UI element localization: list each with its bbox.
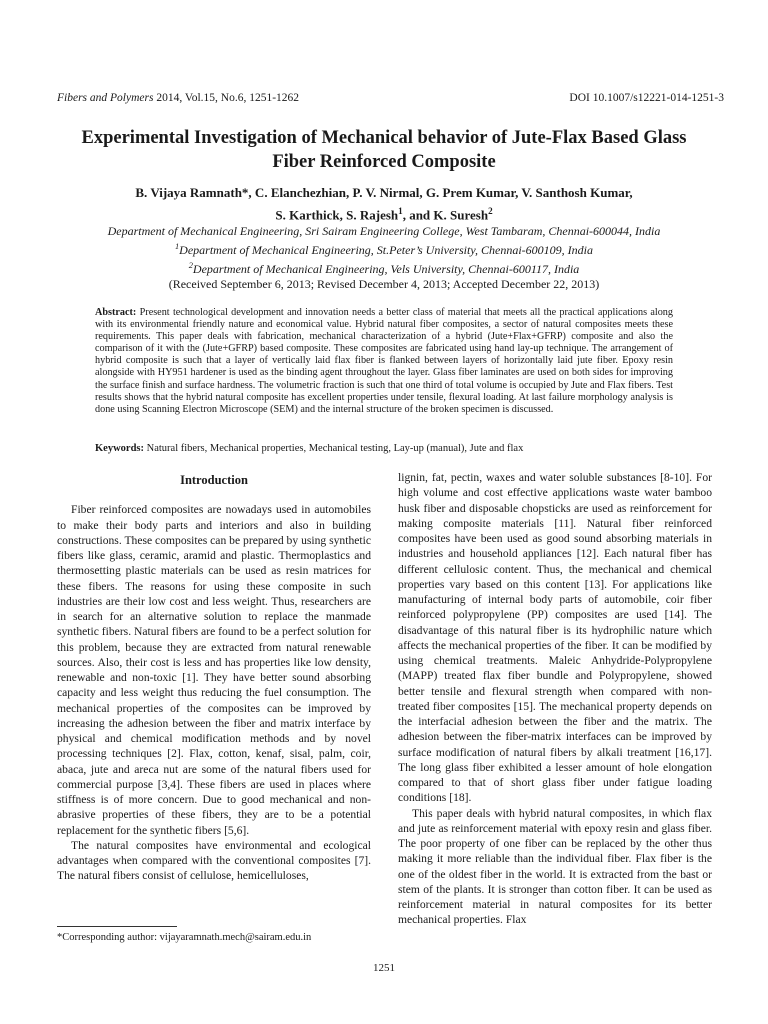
abstract-label: Abstract: (95, 307, 137, 318)
author-names-a: S. Karthick, S. Rajesh (275, 207, 399, 223)
keywords-label: Keywords: (95, 443, 144, 454)
page-number: 1251 (373, 962, 395, 974)
affiliations (60, 224, 708, 292)
affiliation-1 (60, 239, 708, 258)
author-affil-mark-1: 1 (398, 206, 403, 216)
author-affil-mark-2: 2 (488, 206, 493, 216)
footnote-rule (57, 926, 177, 927)
section-heading-introduction: Introduction (180, 473, 248, 487)
corresponding-author-footnote: *Corresponding author: vijayaramnath.mech@sairam.edu.in (57, 932, 312, 943)
affiliation-0: Department of Mechanical Engineering, Sri Sairam Engineering College, West Tambaram, Chennai-600044, India (107, 224, 661, 238)
author-names-b: , and K. Suresh (402, 207, 489, 223)
affil-mark-2: 2 (188, 261, 193, 270)
citation-details: 2014, Vol.15, No.6, 1251-1262 (153, 92, 300, 104)
keywords (95, 443, 673, 454)
paragraph: lignin, fat, pectin, waxes and water soluble substances [8-10]. For high volume and cost effective applications waste water bamboo husk fiber and disposable chopsticks are used as reinforcement for making composite materials [11]. Natural fiber reinforced composites have been used as good sound absorbing materials in industries and household appliances [12]. Each natural fiber has different cellulosic content. Thus, the mechanical and chemical properties vary based on this content [13]. For applications like manufacturing of internal body parts of automobile, coir fiber reinforced polypropylene (PP) composites are used [14]. The disadvantage of this natural fiber is its hydrophilic nature which affects the mechanical properties of the fiber. It can be modified by using chemical treatments. Maleic Anhydride-Polypropylene (MAPP) treated flax fiber bundle and Polypropylene, showed better tensile and flexural strength when compared with non-treated fiber composites [15]. The mechanical property depends on the interfacial adhesion between the fiber and the matrix. The adhesion between the fiber-matrix interfaces can be improved by surface modification of natural fibers by alkali treatment [16,17]. The long glass fiber exhibited a lesser amount of hole elongation compared to that of short glass fiber under fatigue loading conditions [18]. (398, 471, 712, 805)
affil-text-2: Department of Mechanical Engineering, Vels University, Chennai-600117, India (192, 262, 580, 276)
affil-mark-1: 1 (174, 242, 180, 251)
doi: DOI 10.1007/s12221-014-1251-3 (569, 92, 724, 104)
paragraph: Fiber reinforced composites are nowadays used in automobiles to make their body parts and interiors and also in building constructions. These composites can be prepared by using synthetic fibers like glass, ceramic, aramid and plastic. Thermoplastics and thermosetting plastic materials can be used as resin matrices for these fibers. The reasons for using these composite in such industries are their low cost and less weight. Thus, researchers are in search for an alternative solution to replace the manmade synthetic fibers. Natural fibers are found to be a perfect solution for this problem, because they are extracted from natural renewable sources. Also, their cost is less and has properties like low density, renewable and non-toxic [1]. They have better sound absorbing capacity and less weight thus reducing the fuel consumption. The mechanical properties of the composites can be improved by increasing the adhesion between the fiber and matrix interface by physical and chemical modification methods and by novel processing techniques [2]. Flax, cotton, kenaf, sisal, palm, coir, abaca, jute and areca nut are some of the natural fibers used for commercial purpose [3,4]. These fibers are used in places where stiffness is of more concern. Due to good mechanical and non-abrasive properties of these fibers, they are to be a potential replacement for the synthetic fibers [5,6]. (57, 503, 371, 837)
author-line-1: B. Vijaya Ramnath*, C. Elanchezhian, P. V. Nirmal, G. Prem Kumar, V. Santhosh Kumar, (135, 185, 633, 200)
journal-citation (57, 92, 299, 104)
paper-title: Experimental Investigation of Mechanical behavior of Jute-Flax Based Glass Fiber Reinforced Composite (81, 128, 687, 172)
affiliation-2 (60, 258, 708, 277)
author-line-2 (80, 202, 688, 224)
journal-name: Fibers and Polymers (57, 92, 154, 104)
paragraph: The natural composites have environmental and ecological advantages when compared with the conventional composites [7]. The natural fibers consist of cellulose, hemicelluloses, (57, 838, 371, 883)
affil-text-1: Department of Mechanical Engineering, St.Peter’s University, Chennai-600109, India (179, 243, 593, 257)
abstract (95, 307, 673, 416)
author-list (80, 184, 688, 224)
keywords-text: Natural fibers, Mechanical properties, Mechanical testing, Lay-up (manual), Jute and flax (144, 443, 524, 454)
paragraph: This paper deals with hybrid natural composites, in which flax and jute as reinforcement material with epoxy resin and glass fiber. The poor property of one fiber can be replaced by the other thus making it more reliable than the individual fiber. Flax fiber is the one of the oldest fiber in the world. It is extracted from the bast or stem of the plants. It is stronger than cotton fiber. It can be used as reinforcement material in natural composites for its better mechanical properties. Flax (398, 806, 712, 927)
left-column (57, 470, 371, 884)
received-dates: (Received September 6, 2013; Revised December 4, 2013; Accepted December 22, 2013) (168, 277, 600, 291)
abstract-text: Present technological development and innovation needs a better class of material that meets all the practical applications along with its environmental friendly nature and economical value. Hybrid natural fiber composites, a sector of natural composites meets these requirements. This paper deals with fabrication, mechanical characterization of a hybrid (Jute+Flax+GFRP) composite and also the comparison of it with the (Jute+GFRP) based composite. These composites are fabricated using hand lay-up technique. The arrangement of hybrid composite is such that a layer of vertically laid flax fiber is flanked between layers of horizontally laid jute fiber. Epoxy resin alongside with HY951 hardener is used as the binding agent throughout the layer. Glass fiber laminates are used on both sides for improving the surface finish and surface hardness. The volumetric fraction is such that one third of total volume is occupied by Jute and Flax fibers. Test results shows that the hybrid natural composite has excellent properties under tensile, flexural loading. At last failure morphology analysis is done using Scanning Electron Microscope (SEM) and the internal structure of the broken specimen is discussed. (95, 307, 673, 415)
right-column (398, 470, 712, 928)
